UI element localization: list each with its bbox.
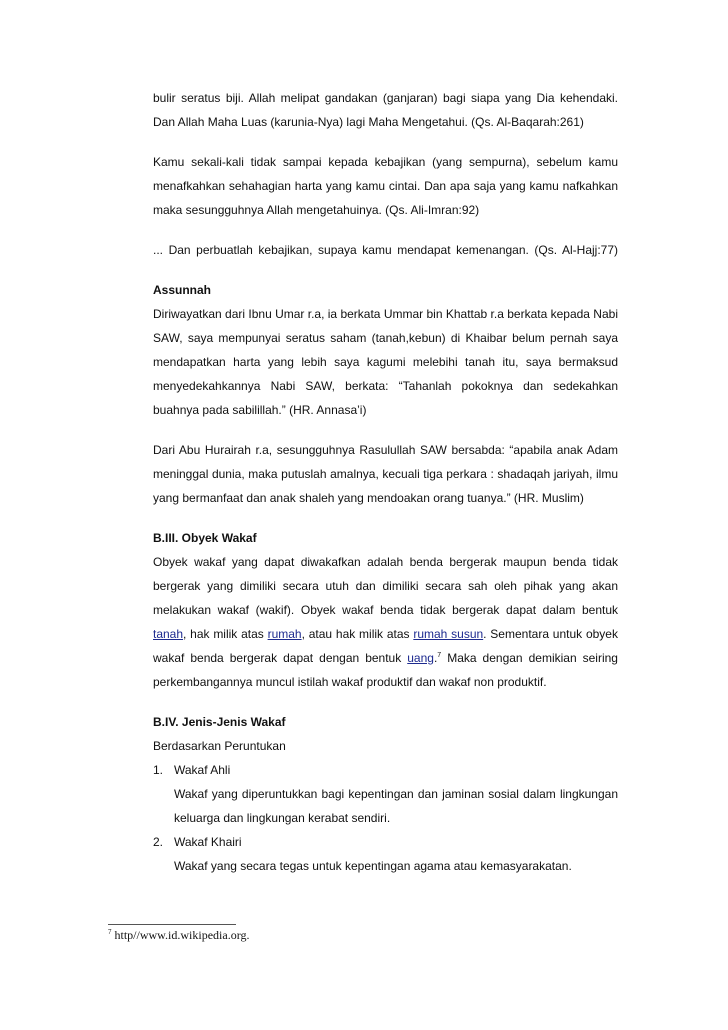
list-item-description: Wakaf yang diperuntukkan bagi kepentingan dan jaminan sosial dalam lingkungan keluarga dan lingkungan kerabat sendiri. — [174, 787, 618, 825]
quran-verse-ali-imran: Kamu sekali-kali tidak sampai kepada kebajikan (yang sempurna), sebelum kamu menafkahkan sehahagian harta yang kamu cintai. Dan apa saja yang kamu nafkahkan maka sesungguhnya Allah mengetahuinya. (Qs. Ali-Imran:92) — [153, 155, 618, 217]
list-item — [153, 830, 618, 854]
jenis-wakaf-subheading: Berdasarkan Peruntukan — [153, 739, 286, 753]
link-rumah[interactable]: rumah — [267, 627, 302, 641]
footnote-text: http//www.id.wikipedia.org. — [111, 928, 250, 942]
hadith-ibnu-umar: Diriwayatkan dari Ibnu Umar r.a, ia berkata Ummar bin Khattab r.a berkata kepada Nabi SAW, saya mempunyai seratus saham (tanah,kebun) di Khaibar belum pernah saya mendapatkan harta yang lebih saya kagumi melebihi tanah itu, saya bermaksud menyedekahkannya Nabi SAW, berkata: “Tahanlah pokoknya dan sedekahkan buahnya pada sabilillah.” (HR. Annasa’i) — [153, 307, 618, 417]
quran-verse-hajj: ... Dan perbuatlah kebajikan, supaya kamu mendapat kemenangan. (Qs. Al-Hajj:77) — [153, 243, 618, 257]
footnote — [108, 928, 250, 943]
obyek-text-1: Obyek wakaf yang dapat diwakafkan adalah benda bergerak maupun benda tidak bergerak yang dimiliki secara utuh dan dimiliki secara sah oleh pihak yang akan melakukan wakaf (wakif). Obyek wakaf benda tidak bergerak dapat dalam bentuk — [153, 555, 618, 617]
quran-verse-baqarah: bulir seratus biji. Allah melipat gandakan (ganjaran) bagi siapa yang Dia kehendaki. Dan Allah Maha Luas (karunia-Nya) lagi Maha Mengetahui. (Qs. Al-Baqarah:261) — [153, 91, 618, 129]
obyek-text-4: . Sementara untuk obyek wakaf benda bergerak dapat dengan bentuk — [153, 627, 618, 665]
list-item-description: Wakaf yang secara tegas untuk kepentingan agama atau kemasyarakatan. — [174, 859, 572, 873]
obyek-text-2: , hak milik atas — [183, 627, 268, 641]
body-content — [153, 86, 618, 878]
list-item — [153, 758, 618, 782]
list-item-number: 1. — [153, 763, 164, 777]
list-item-title: Wakaf Ahli — [174, 763, 231, 777]
obyek-wakaf-paragraph: Obyek wakaf yang dapat diwakafkan adalah benda bergerak maupun benda tidak bergerak yang dimiliki secara utuh dan dimiliki secara sah oleh pihak yang akan melakukan wakaf (wakif). Obyek wakaf benda tidak bergerak dapat dalam bentuk tanah, hak milik atas rumah, atau hak milik atas rumah susun. Sementara untuk obyek wakaf benda bergerak dapat dengan bentuk uang.$^7$ Maka dengan demikian seiring perkembangannya muncul istilah wakaf produktif dan wakaf non produktif. — [153, 555, 618, 689]
link-rumah-susun[interactable]: rumah susun — [413, 627, 484, 641]
list-item-title: Wakaf Khairi — [174, 835, 242, 849]
hadith-abu-hurairah: Dari Abu Hurairah r.a, sesungguhnya Rasulullah SAW bersabda: “apabila anak Adam meninggal dunia, maka putuslah amalnya, kecuali tiga perkara : shadaqah jariyah, ilmu yang bermanfaat dan anak shaleh yang mendoakan orang tuanya.” (HR. Muslim) — [153, 443, 618, 505]
assunnah-heading: Assunnah — [153, 283, 212, 297]
footnote-divider — [108, 924, 236, 925]
link-tanah[interactable]: tanah — [153, 627, 184, 641]
obyek-wakaf-heading: B.III. Obyek Wakaf — [153, 531, 257, 545]
footnote-reference[interactable]: 7 — [437, 652, 442, 659]
obyek-text-3: , atau hak milik atas — [301, 627, 414, 641]
obyek-text-5: Maka dengan demikian seiring perkembangannya muncul istilah wakaf produktif dan wakaf non produktif. — [153, 651, 618, 689]
list-item-number: 2. — [153, 835, 164, 849]
jenis-wakaf-heading: B.IV. Jenis-Jenis Wakaf — [153, 715, 286, 729]
link-uang[interactable]: uang — [407, 651, 434, 665]
footnote-mark: 7 — [108, 928, 112, 936]
